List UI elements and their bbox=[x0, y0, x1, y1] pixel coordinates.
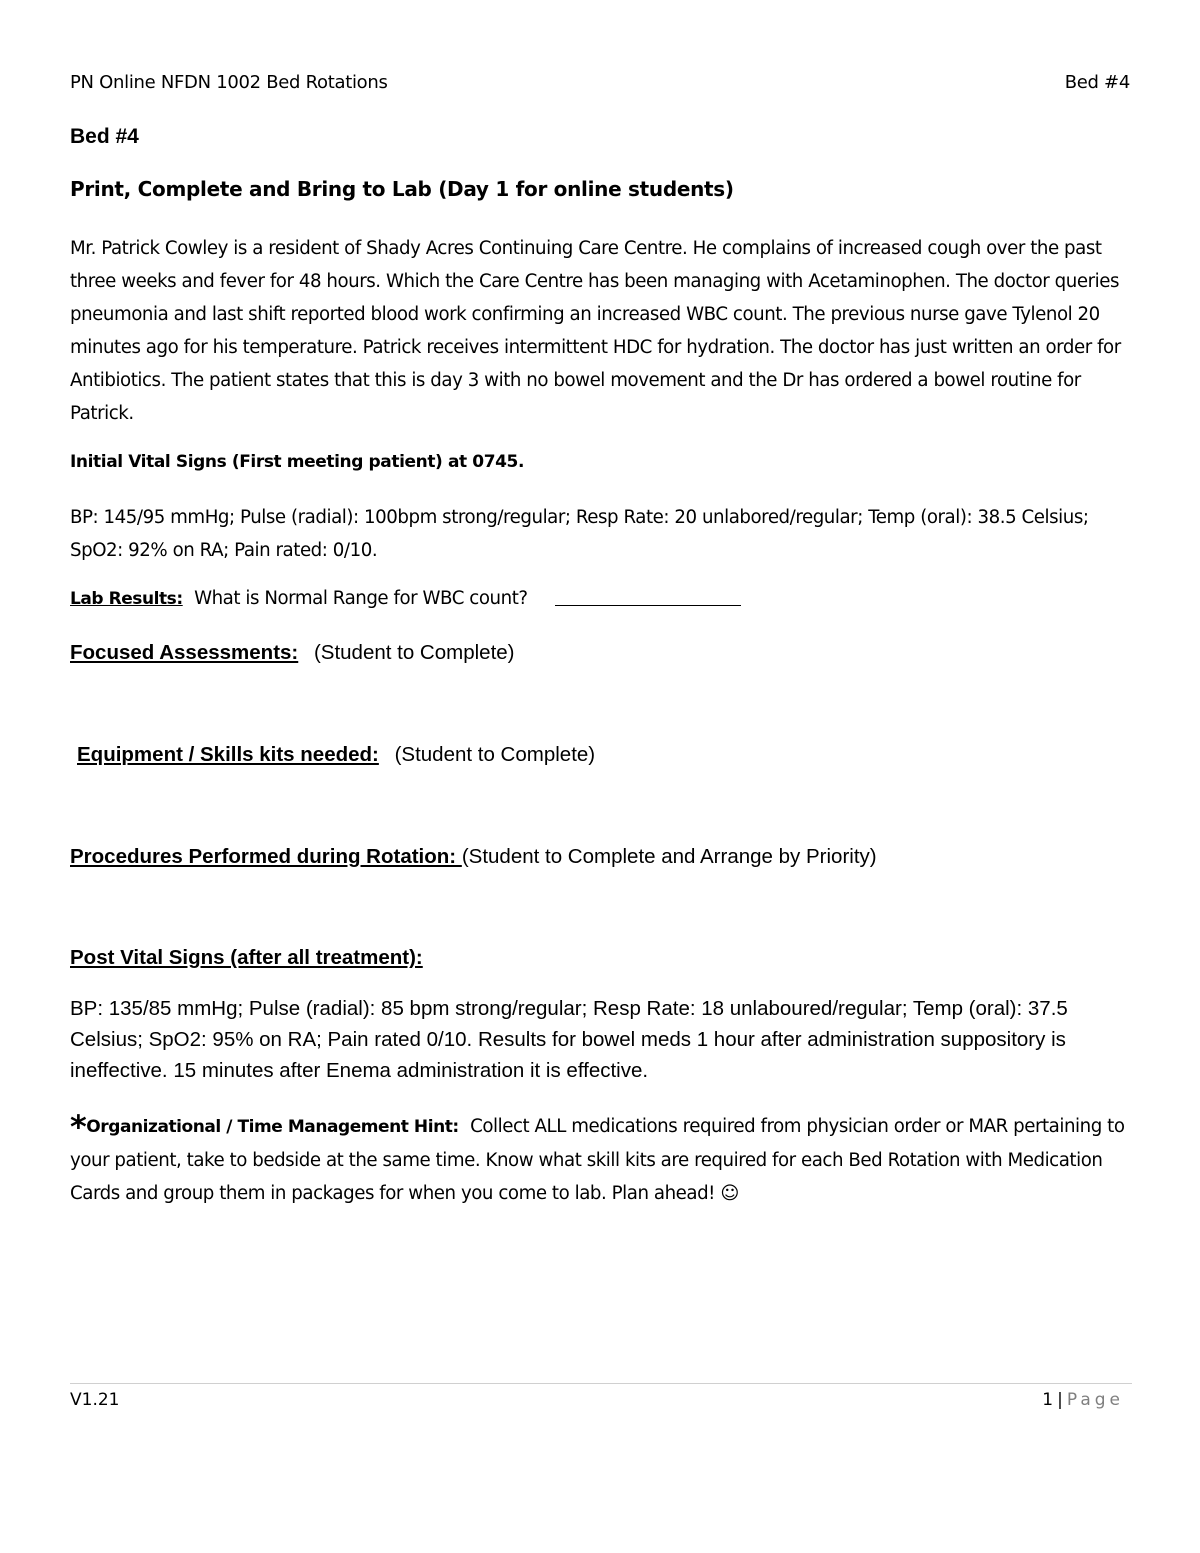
initial-vitals-heading: Initial Vital Signs (First meeting patient) at 0745. bbox=[70, 452, 525, 472]
procedures-section bbox=[70, 845, 877, 869]
page-separator: | bbox=[1057, 1390, 1063, 1410]
header-course-title: PN Online NFDN 1002 Bed Rotations bbox=[70, 72, 388, 93]
hint-text: Collect ALL medications required from physician order or MAR pertaining to your patient, take to bedside at the same time. Know what skill kits are required for each Bed Rotation with Medication Cards and group them in packages for when you come to lab. Plan ahead! ☺ bbox=[70, 1116, 1125, 1204]
equipment-note: (Student to Complete) bbox=[394, 743, 596, 766]
procedures-label: Procedures Performed during Rotation: bbox=[70, 845, 462, 868]
focused-assessments-note: (Student to Complete) bbox=[313, 641, 515, 664]
procedures-note: (Student to Complete and Arrange by Priority) bbox=[461, 845, 877, 868]
asterisk-marker: * bbox=[70, 1108, 87, 1146]
bed-title: Bed #4 bbox=[70, 125, 139, 148]
focused-assessments-label: Focused Assessments: bbox=[70, 641, 299, 664]
post-vitals-label: Post Vital Signs (after all treatment): bbox=[70, 946, 423, 969]
post-vitals-text: BP: 135/85 mmHg; Pulse (radial): 85 bpm strong/regular; Resp Rate: 18 unlaboured/regular; Temp (oral): 37.5 Celsius; SpO2: 95% on RA; Pain rated 0/10. Results for bowel meds 1 hour after administration suppository is ineffective. 15 minutes after Enema administration it is effective. bbox=[70, 997, 1068, 1082]
focused-assessments-section bbox=[70, 641, 515, 665]
page-number: 1 bbox=[1042, 1390, 1054, 1410]
lab-results-question: What is Normal Range for WBC count? bbox=[194, 588, 528, 609]
answer-blank-line[interactable] bbox=[555, 605, 741, 606]
header-bed-number: Bed #4 bbox=[1064, 72, 1130, 93]
lab-results-label: Lab Results: bbox=[70, 589, 183, 609]
time-management-hint bbox=[70, 1110, 1132, 1210]
equipment-section bbox=[77, 743, 595, 767]
post-vitals-heading-row bbox=[70, 946, 423, 970]
hint-label: Organizational / Time Management Hint: bbox=[86, 1117, 459, 1137]
initial-vitals-text: BP: 145/95 mmHg; Pulse (radial): 100bpm strong/regular; Resp Rate: 20 unlabored/regular; Temp (oral): 38.5 Celsius; SpO2: 92% on RA; Pain rated: 0/10. bbox=[70, 507, 1089, 561]
footer-page-indicator bbox=[1042, 1390, 1124, 1410]
page-label: Page bbox=[1066, 1390, 1124, 1410]
footer-divider bbox=[70, 1383, 1132, 1384]
equipment-label: Equipment / Skills kits needed: bbox=[77, 743, 379, 766]
print-instructions-heading: Print, Complete and Bring to Lab (Day 1 for online students) bbox=[70, 177, 734, 201]
footer-version: V1.21 bbox=[70, 1390, 120, 1410]
lab-results-line bbox=[70, 588, 741, 609]
patient-scenario-paragraph: Mr. Patrick Cowley is a resident of Shady Acres Continuing Care Centre. He complains of increased cough over the past three weeks and fever for 48 hours. Which the Care Centre has been managing with Acetaminophen. The doctor queries pneumonia and last shift reported blood work confirming an increased WBC count. The previous nurse gave Tylenol 20 minutes ago for his temperature. Patrick receives intermittent HDC for hydration. The doctor has just written an order for Antibiotics. The patient states that this is day 3 with no bowel movement and the Dr has ordered a bowel routine for Patrick. bbox=[70, 238, 1121, 424]
